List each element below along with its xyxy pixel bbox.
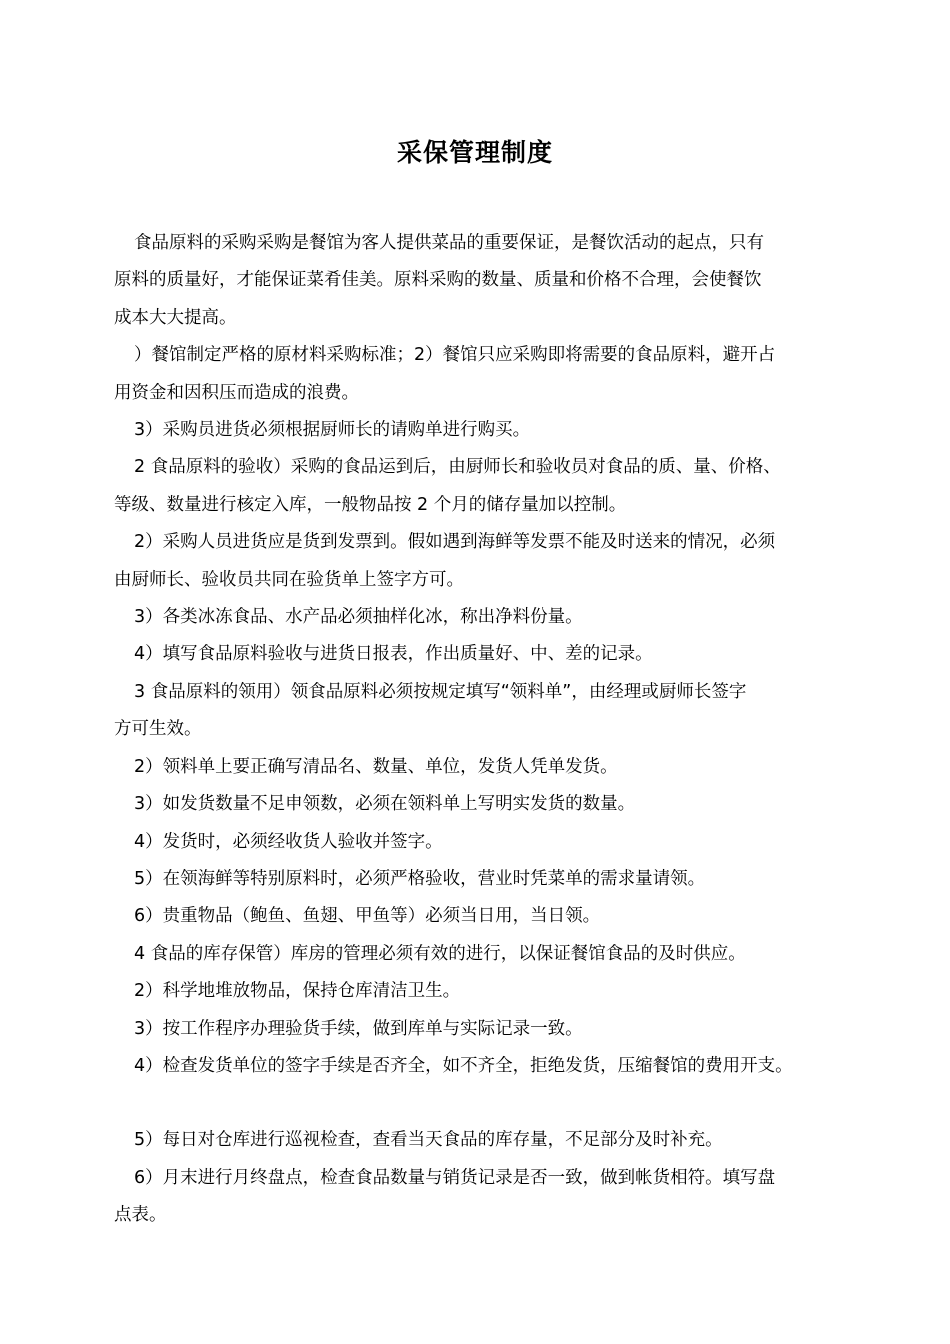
- text-line: 3）如发货数量不足申领数，必须在领料单上写明实发货的数量。: [134, 794, 636, 815]
- text-line: 4）发货时，必须经收货人验收并签字。: [134, 831, 443, 852]
- text-line: 4）填写食品原料验收与进货日报表，作出质量好、中、差的记录。: [134, 644, 653, 665]
- text-line: 4 食品的库存保管）库房的管理必须有效的进行，以保证餐馆食品的及时供应。: [134, 943, 746, 964]
- paragraph: [114, 599, 844, 636]
- page-title: 采保管理制度: [396, 138, 553, 167]
- document-body: [114, 225, 844, 1235]
- text-line: 4）检查发货单位的签字手续是否齐全，如不齐全，拒绝发货，压缩餐馆的费用开支。: [134, 1055, 793, 1076]
- paragraph: [114, 1122, 844, 1159]
- paragraph: [114, 786, 844, 823]
- text-line: 成本大大提高。: [114, 307, 237, 328]
- paragraph: [114, 898, 844, 935]
- paragraph: [114, 861, 844, 898]
- blank-line: [114, 1085, 844, 1122]
- text-line: 等级、数量进行核定入库，一般物品按 2 个月的储存量加以控制。: [114, 494, 627, 515]
- paragraph: [114, 225, 844, 337]
- text-line: 方可生效。: [114, 719, 202, 740]
- text-line: 2 食品原料的验收）采购的食品运到后，由厨师长和验收员对食品的质、量、价格、: [134, 457, 781, 478]
- text-line: 5）在领海鲜等特别原料时，必须严格验收，营业时凭菜单的需求量请领。: [134, 868, 706, 889]
- text-line: 2）领料单上要正确写清品名、数量、单位，发货人凭单发货。: [134, 756, 618, 777]
- text-line: 由厨师长、验收员共同在验货单上签字方可。: [114, 569, 464, 590]
- paragraph: [114, 412, 844, 449]
- text-line: 用资金和因积压而造成的浪费。: [114, 382, 359, 403]
- text-line: 点表。: [114, 1205, 167, 1226]
- text-line: 2）采购人员进货应是货到发票到。假如遇到海鲜等发票不能及时送来的情况，必须: [134, 532, 776, 553]
- text-line: 3）各类冰冻食品、水产品必须抽样化冰，称出净料份量。: [134, 607, 583, 628]
- paragraph: [114, 636, 844, 673]
- text-line: 3 食品原料的领用）领食品原料必须按规定填写“领料单”，由经理或厨师长签字: [134, 681, 747, 702]
- text-line: 2）科学地堆放物品，保持仓库清洁卫生。: [134, 981, 461, 1002]
- text-line: ）餐馆制定严格的原材料采购标准；2）餐馆只应采购即将需要的食品原料，避开占: [134, 345, 776, 366]
- text-line: 原料的质量好，才能保证菜肴佳美。原料采购的数量、质量和价格不合理，会使餐饮: [114, 270, 762, 291]
- paragraph: [114, 936, 844, 973]
- paragraph: [114, 337, 844, 412]
- paragraph: [114, 1011, 844, 1048]
- text-line: 6）月末进行月终盘点，检查食品数量与销货记录是否一致，做到帐货相符。填写盘: [134, 1167, 776, 1188]
- paragraph: [114, 1160, 844, 1235]
- text-line: 5）每日对仓库进行巡视检查，查看当天食品的库存量，不足部分及时补充。: [134, 1130, 723, 1151]
- text-line: 3）按工作程序办理验货手续，做到库单与实际记录一致。: [134, 1018, 583, 1039]
- paragraph: [114, 824, 844, 861]
- paragraph: [114, 749, 844, 786]
- paragraph: [114, 973, 844, 1010]
- text-line: 3）采购员进货必须根据厨师长的请购单进行购买。: [134, 420, 531, 441]
- text-line: 食品原料的采购采购是餐馆为客人提供菜品的重要保证，是餐饮活动的起点，只有: [134, 233, 764, 253]
- paragraph: [114, 524, 844, 599]
- paragraph: [114, 449, 844, 524]
- paragraph: [114, 1048, 844, 1085]
- paragraph: [114, 674, 844, 749]
- text-line: 6）贵重物品（鲍鱼、鱼翅、甲鱼等）必须当日用，当日领。: [134, 906, 601, 927]
